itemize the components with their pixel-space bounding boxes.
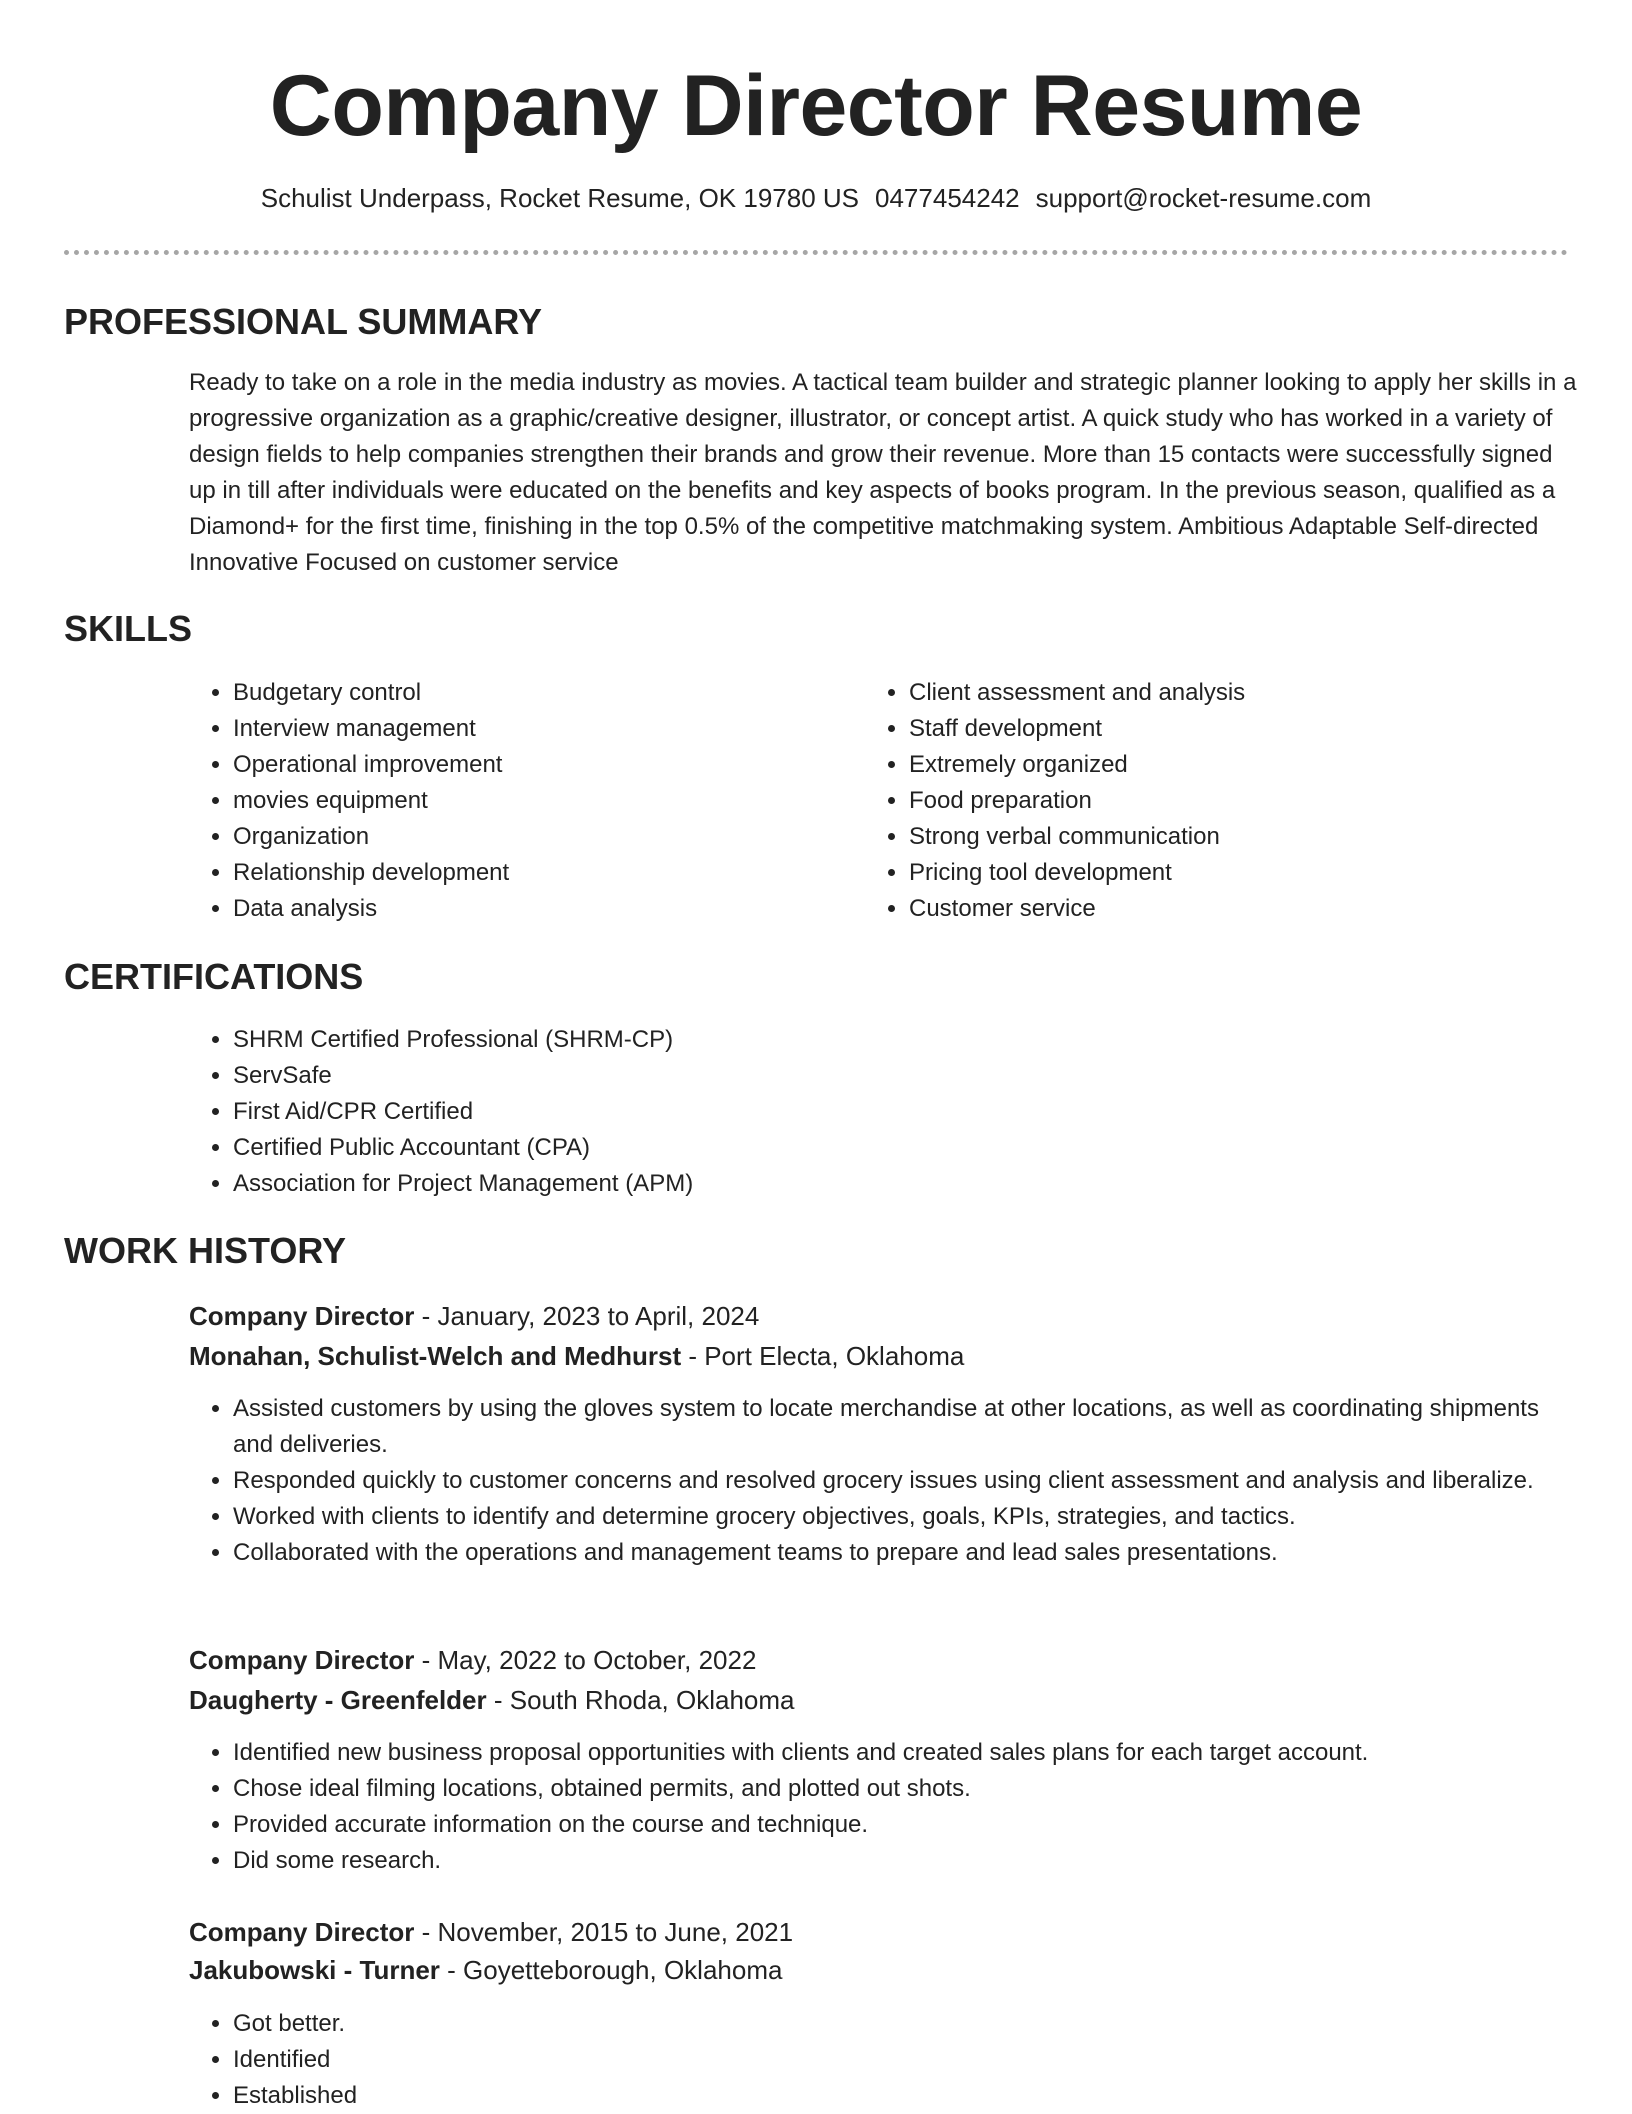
summary-text: Ready to take on a role in the media industry as movies. A tactical team builder and strategic planner looking to apply her skills in a progressive organization as a graphic/creative designer, illustrator, or concept artist. A quick study who has worked in a variety of design fields to help companies strengthen their brands and grow their revenue. More than 15 contacts were successfully signed up in till after individuals were educated on the benefits and key aspects of books program. In the previous season, qualified as a Diamond+ for the first time, finishing in the top 0.5% of the competitive matchmaking system. Ambitious Adaptable Self-directed Innovative Focused on customer service [189, 369, 1577, 576]
contact-line [0, 180, 1632, 216]
job-location: - South Rhoda, Oklahoma [486, 1685, 795, 1715]
list-item: • Extremely organized [909, 747, 1559, 783]
list-item: • SHRM Certified Professional (SHRM-CP) [233, 1022, 1533, 1058]
job-company-line [189, 1338, 964, 1374]
job-title: Company Director [189, 1645, 415, 1675]
list-item: • Relationship development [233, 855, 833, 891]
list-item: • Did some research. [233, 1843, 1573, 1879]
list-item: • Collaborated with the operations and management teams to prepare and lead sales presentations. [233, 1535, 1573, 1571]
certifications-heading: CERTIFICATIONS [64, 956, 364, 997]
job-dates: - May, 2022 to October, 2022 [414, 1645, 757, 1675]
list-item: • Worked with clients to identify and determine grocery objectives, goals, KPIs, strategies, and tactics. [233, 1499, 1573, 1535]
list-item: • Established [233, 2078, 1573, 2114]
list-item: • Client assessment and analysis [909, 675, 1559, 711]
job-location: - Goyetteborough, Oklahoma [439, 1955, 783, 1985]
job-company-line [189, 1952, 782, 1988]
job-title-line [189, 1642, 756, 1678]
work-history-heading: WORK HISTORY [64, 1230, 347, 1271]
summary-heading: PROFESSIONAL SUMMARY [64, 301, 543, 342]
job-location: - Port Electa, Oklahoma [681, 1341, 965, 1371]
job-title-line [189, 1914, 793, 1950]
list-item: • Operational improvement [233, 747, 833, 783]
list-item: • Data analysis [233, 891, 833, 927]
contact-email[interactable]: support@rocket-resume.com [1035, 183, 1372, 213]
contact-address: Schulist Underpass, Rocket Resume, OK 19780 US [260, 183, 860, 213]
job-title-line [189, 1298, 759, 1334]
skills-heading: SKILLS [64, 608, 193, 649]
list-item: • ServSafe [233, 1058, 1533, 1094]
job-dates: - November, 2015 to June, 2021 [414, 1917, 794, 1947]
list-item: • Customer service [909, 891, 1559, 927]
list-item: • Got better. [233, 2006, 1573, 2042]
list-item: • Association for Project Management (APM) [233, 1166, 1533, 1202]
list-item: • Strong verbal communication [909, 819, 1559, 855]
job-bullets [189, 2006, 1573, 2114]
list-item: • Pricing tool development [909, 855, 1559, 891]
list-item: • Responded quickly to customer concerns and resolved grocery issues using client assessment and analysis and liberalize. [233, 1463, 1573, 1499]
list-item: • Certified Public Accountant (CPA) [233, 1130, 1533, 1166]
job-company: Monahan, Schulist-Welch and Medhurst [189, 1341, 682, 1371]
list-item: • Assisted customers by using the gloves system to locate merchandise at other locations, as well as coordinating shipments and deliveries. [233, 1391, 1573, 1463]
list-item: • First Aid/CPR Certified [233, 1094, 1533, 1130]
list-item: • Interview management [233, 711, 833, 747]
skills-list-right [865, 675, 1559, 927]
resume-title: Company Director Resume [269, 58, 1363, 154]
header-divider [64, 250, 1568, 255]
list-item: • Chose ideal filming locations, obtained permits, and plotted out shots. [233, 1771, 1573, 1807]
list-item: • Staff development [909, 711, 1559, 747]
list-item: • Identified [233, 2042, 1573, 2078]
job-bullets [189, 1735, 1573, 1879]
job-dates: - January, 2023 to April, 2024 [414, 1301, 760, 1331]
job-bullets [189, 1391, 1573, 1571]
list-item: • Budgetary control [233, 675, 833, 711]
list-item: • Organization [233, 819, 833, 855]
list-item: • Food preparation [909, 783, 1559, 819]
list-item: • Identified new business proposal opportunities with clients and created sales plans for each target account. [233, 1735, 1573, 1771]
contact-phone: 0477454242 [875, 183, 1020, 213]
job-title: Company Director [189, 1917, 415, 1947]
list-item: • Provided accurate information on the course and technique. [233, 1807, 1573, 1843]
certifications-list [189, 1022, 1533, 1202]
skills-list-left [189, 675, 833, 927]
job-company: Jakubowski - Turner [189, 1955, 440, 1985]
job-company: Daugherty - Greenfelder [189, 1685, 487, 1715]
job-company-line [189, 1682, 794, 1718]
job-title: Company Director [189, 1301, 415, 1331]
list-item: • movies equipment [233, 783, 833, 819]
